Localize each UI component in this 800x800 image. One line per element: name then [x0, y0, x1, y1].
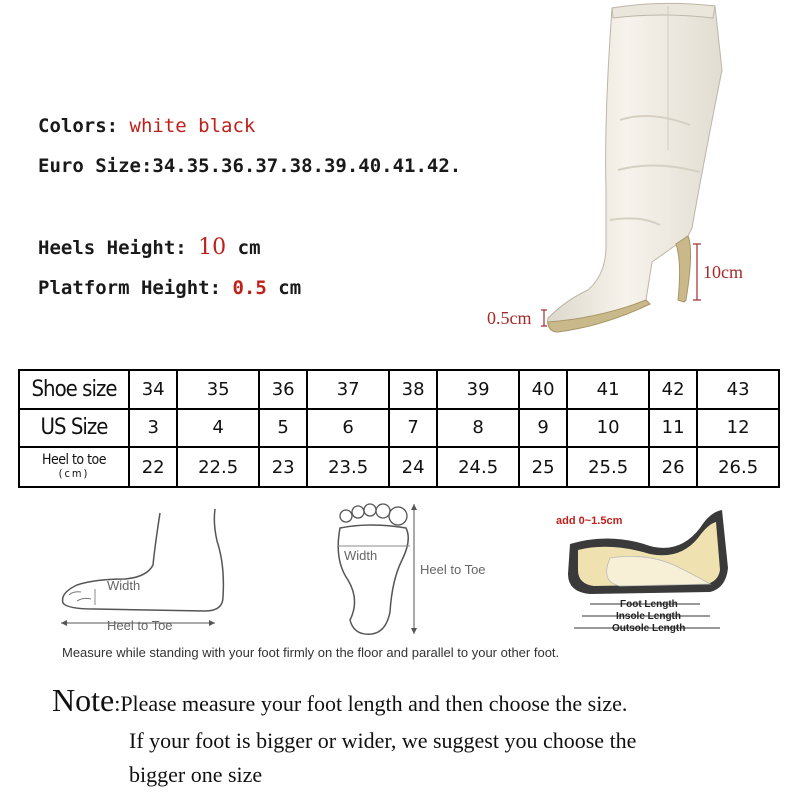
sole-width-label: Width — [344, 548, 378, 563]
size-table-cell: 7 — [389, 409, 437, 448]
size-table-cell: 10 — [567, 409, 649, 448]
size-table-cell: 9 — [519, 409, 567, 448]
platform-height-dim-label: 0.5cm — [487, 308, 532, 328]
foot-length-label: Foot Length — [620, 599, 678, 610]
euro-size-value: 34.35.36.37.38.39.40.41.42. — [152, 155, 462, 177]
size-table-row-header — [19, 447, 129, 487]
colors-label: Colors: — [38, 115, 119, 137]
size-table-cell: 26.5 — [697, 447, 779, 487]
size-table-row-header — [19, 409, 129, 448]
euro-size-label: Euro Size: — [38, 155, 153, 177]
size-table-cell: 24 — [389, 447, 437, 487]
platform-height-label: Platform Height: — [38, 277, 222, 299]
colors-spec — [38, 115, 255, 137]
boot-image — [460, 0, 760, 345]
heel-height-dim-label: 10cm — [703, 262, 743, 282]
note-line-2: If your foot is bigger or wider, we suggest you choose the — [129, 728, 637, 753]
size-table-cell: 43 — [697, 370, 779, 409]
size-table-cell: 26 — [649, 447, 697, 487]
measure-instruction: Measure while standing with your foot firmly on the floor and parallel to your other foot. — [62, 645, 560, 660]
euro-size-spec — [38, 155, 461, 177]
size-table-cell: 41 — [567, 370, 649, 409]
note-block — [52, 682, 627, 719]
size-table-cell: 5 — [259, 409, 307, 448]
size-table-row-header — [19, 370, 129, 409]
size-table-row — [19, 370, 779, 409]
size-table-cell: 36 — [259, 370, 307, 409]
size-table-cell: 12 — [697, 409, 779, 448]
note-line-1: :Please measure your foot length and then choose the size. — [114, 691, 628, 716]
platform-height-unit: cm — [278, 277, 302, 299]
sole-heel-to-toe-label: Heel to Toe — [420, 562, 486, 577]
colors-value: white black — [129, 115, 256, 137]
insole-length-label: Insole Length — [616, 611, 681, 622]
size-table-cell: 22.5 — [177, 447, 259, 487]
note-label: Note — [52, 682, 115, 718]
heels-height-value: 10 — [198, 235, 227, 260]
size-chart-table — [18, 369, 780, 488]
size-table-cell: 8 — [437, 409, 519, 448]
side-heel-to-toe-label: Heel to Toe — [107, 618, 173, 633]
heels-height-unit: cm — [237, 237, 261, 259]
note-line-3: bigger one size — [129, 762, 263, 787]
size-table-cell: 39 — [437, 370, 519, 409]
size-table-cell: 23 — [259, 447, 307, 487]
size-table-cell: 34 — [129, 370, 177, 409]
size-table-cell: 25.5 — [567, 447, 649, 487]
size-table-cell: 4 — [177, 409, 259, 448]
platform-height-spec — [38, 277, 301, 299]
outsole-length-label: Outsole Length — [612, 623, 686, 634]
size-table-cell: 24.5 — [437, 447, 519, 487]
size-table-row-label: Heel to toe — [41, 452, 106, 469]
platform-height-value: 0.5 — [232, 277, 267, 299]
size-table-cell: 11 — [649, 409, 697, 448]
add-length-label: add 0~1.5cm — [556, 515, 623, 527]
size-table-cell: 22 — [129, 447, 177, 487]
size-table-cell: 23.5 — [307, 447, 389, 487]
size-table-row — [19, 447, 779, 487]
size-table-cell: 38 — [389, 370, 437, 409]
size-table-cell: 3 — [129, 409, 177, 448]
heels-height-label: Heels Height: — [38, 237, 187, 259]
size-table-cell: 35 — [177, 370, 259, 409]
size-table-cell: 40 — [519, 370, 567, 409]
size-table-cell: 6 — [307, 409, 389, 448]
size-table-row-label: Shoe size — [31, 376, 117, 402]
side-foot-diagram — [55, 505, 230, 640]
heels-height-spec — [38, 235, 261, 260]
size-table-cell: 25 — [519, 447, 567, 487]
size-table-cell: 37 — [307, 370, 389, 409]
shoe-section-diagram — [550, 498, 750, 643]
size-table-row-unit: (cm) — [58, 467, 90, 481]
size-table-row — [19, 409, 779, 448]
sole-diagram — [330, 500, 510, 640]
size-table-row-label: US Size — [40, 415, 108, 441]
size-table-cell: 42 — [649, 370, 697, 409]
side-width-label: Width — [107, 578, 141, 593]
